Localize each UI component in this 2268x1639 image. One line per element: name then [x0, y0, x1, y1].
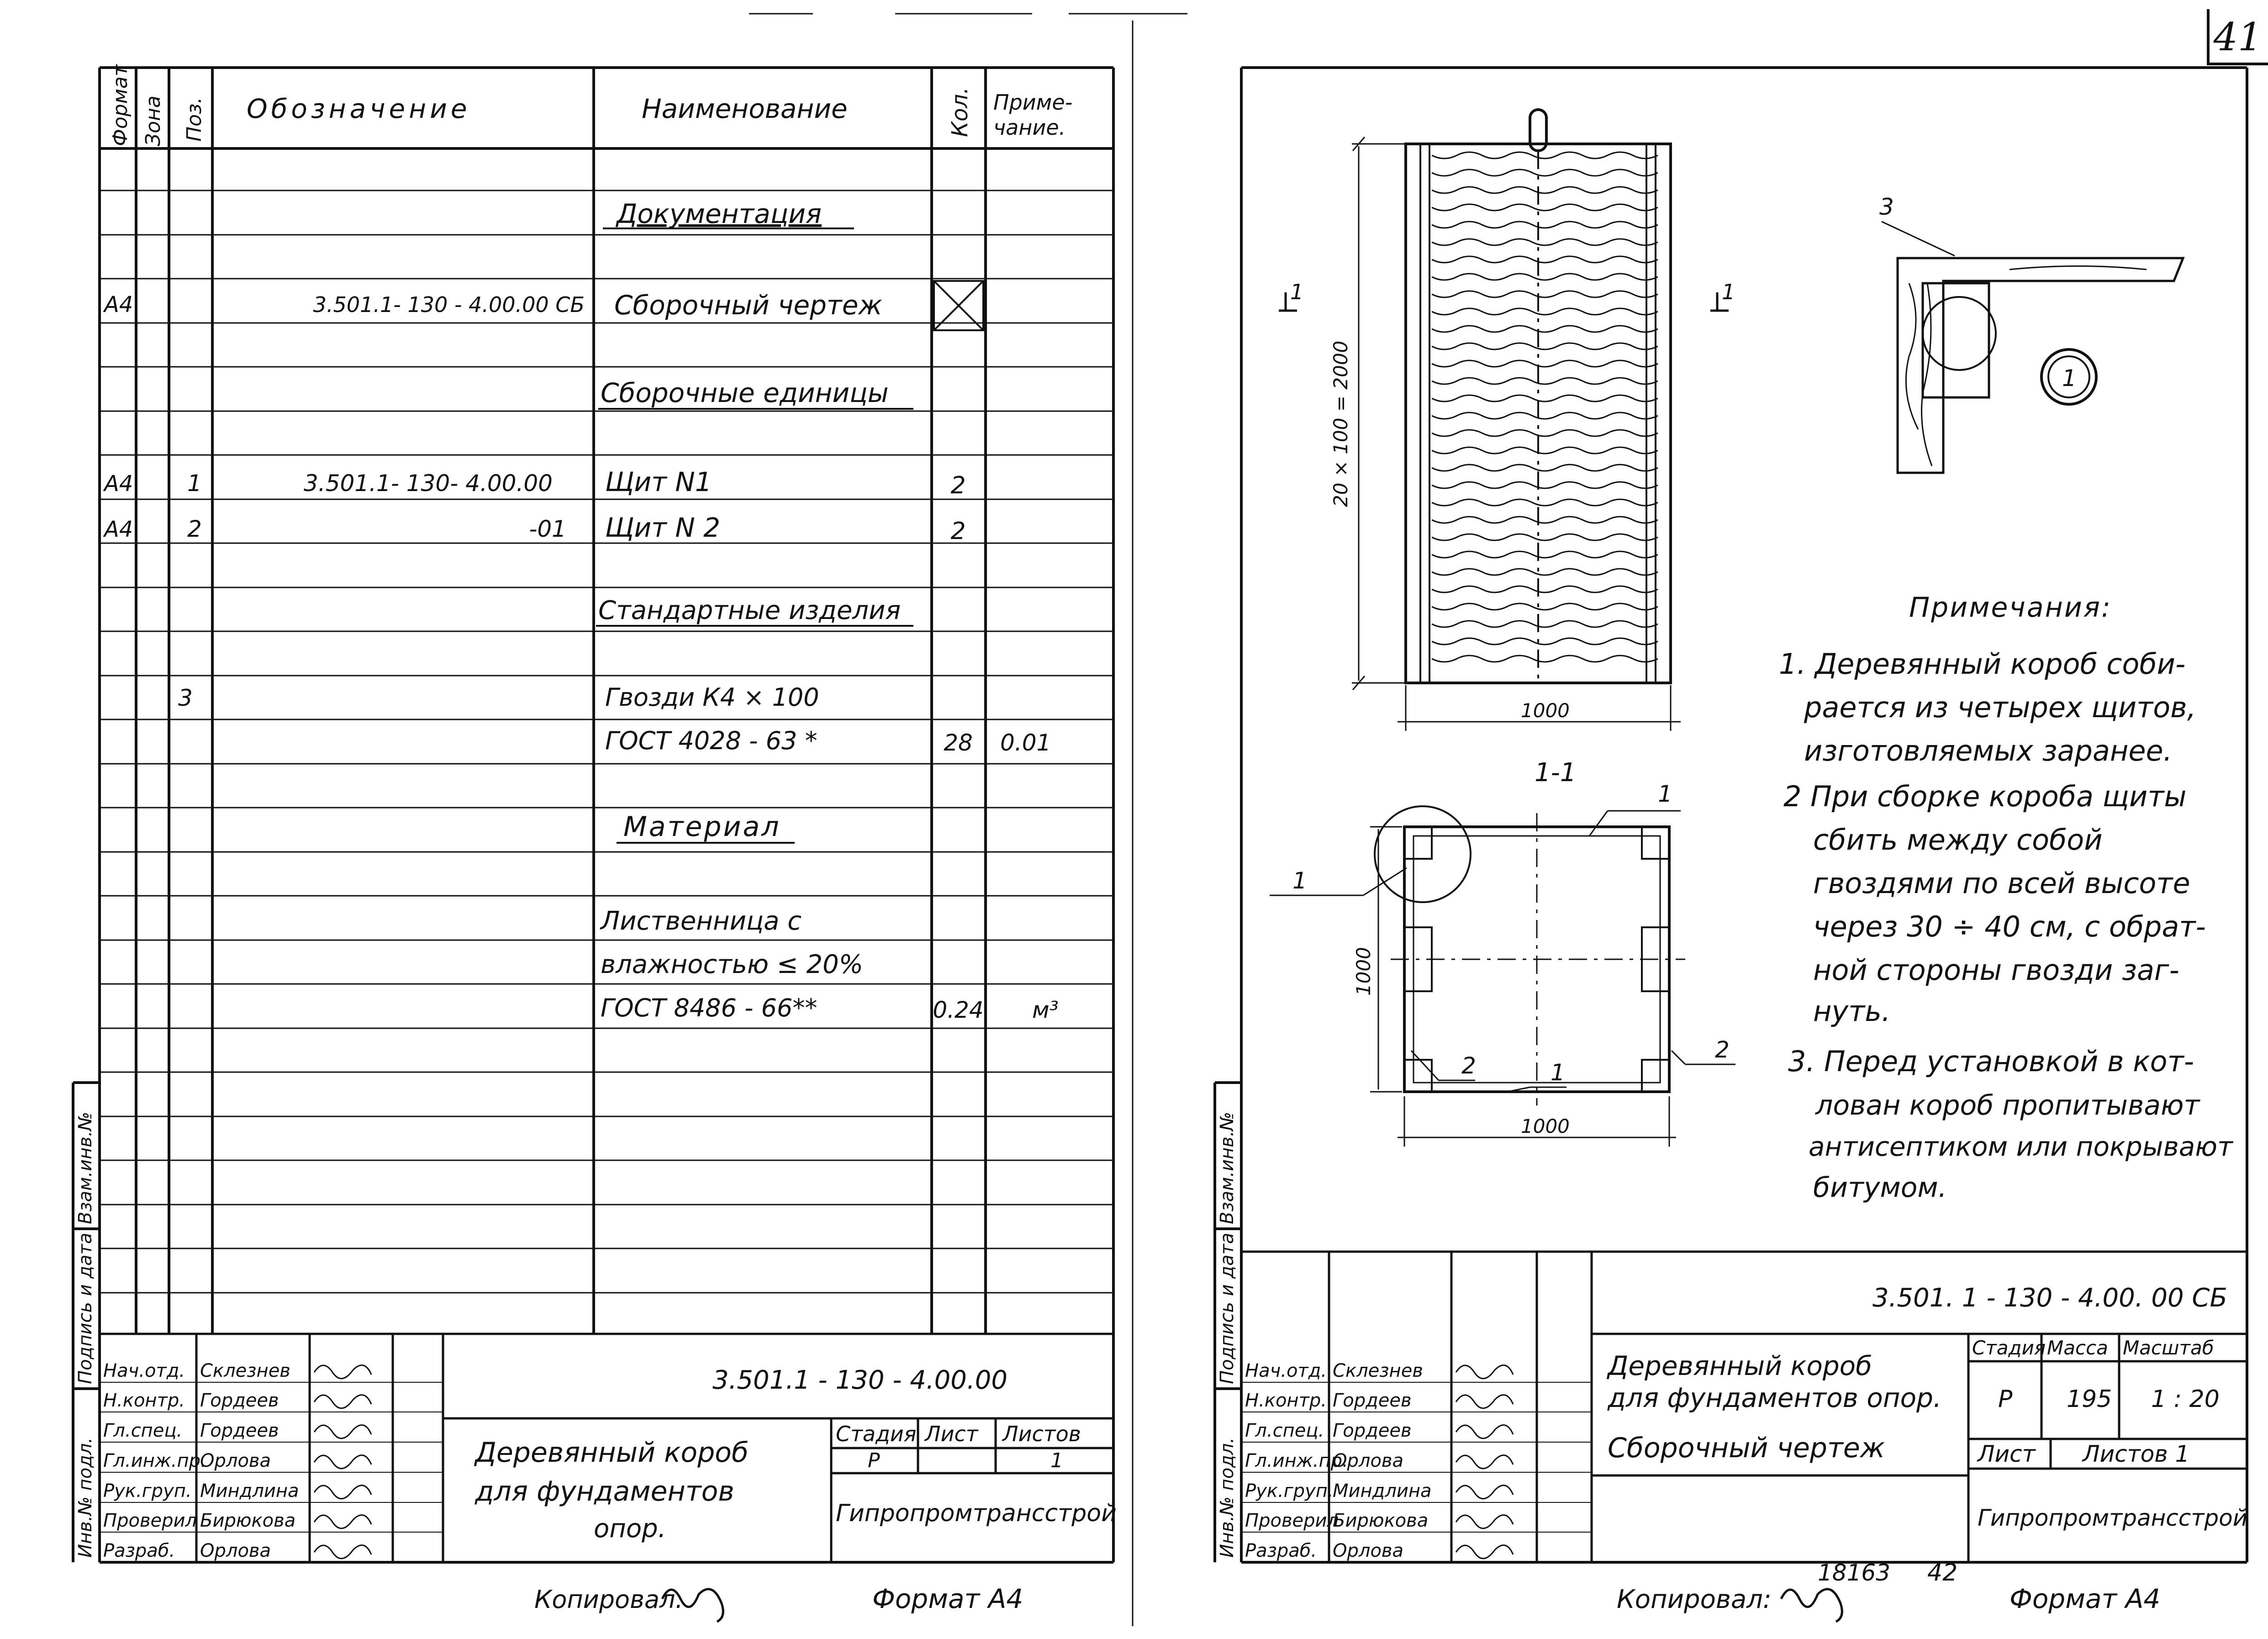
width-dimension: 1000 [1521, 699, 1570, 722]
grain-line [1432, 395, 1658, 402]
grain-line [1432, 586, 1658, 592]
left-org: Гипропромтрансстрой [836, 1500, 1117, 1527]
signature-role: Разраб. [103, 1540, 175, 1561]
note-line: антисептиком или покрывают [1809, 1131, 2233, 1162]
handwritten-signature [1456, 1425, 1513, 1438]
right-org: Гипропромтрансстрой [1978, 1505, 2248, 1531]
grain-line [1432, 274, 1658, 280]
section-assembly-units: Сборочные единицы [601, 377, 889, 408]
side-label-sign: Подпись и дата [75, 1232, 96, 1384]
note-line: 1. Деревянный короб соби- [1779, 647, 2186, 681]
height-dimension: 20 × 100 = 2000 [1329, 340, 1352, 507]
callout-panel-2: 2 [1715, 1036, 1730, 1063]
grain-line [1432, 308, 1658, 315]
grain-line [1432, 343, 1658, 349]
section-mark-right: 1 [1722, 280, 1735, 304]
grain-line [1432, 656, 1658, 662]
right-copied-label: Копировал: [1617, 1585, 1772, 1614]
left-stage-label: Стадия [836, 1422, 917, 1446]
header-qty: Кол. [947, 87, 973, 137]
grain-line [1432, 291, 1658, 297]
signature-role: Гл.спец. [1245, 1420, 1324, 1441]
signature-role: Гл.инж.пр. [1245, 1450, 1348, 1471]
row-note: м³ [1032, 997, 1059, 1023]
handwritten-signature [314, 1455, 371, 1469]
grain-line [1432, 360, 1658, 367]
right-mass-value: 195 [2067, 1385, 2112, 1413]
box-front-view [1279, 110, 1735, 731]
note-line: раетcя из четырех щитов, [1804, 691, 2196, 724]
section-documentation: Документация [617, 198, 822, 229]
section-mark-left: 1 [1290, 280, 1304, 304]
detail-reference: 1 [2062, 365, 2077, 391]
note-line: через 30 ÷ 40 см, с обрат- [1813, 910, 2206, 943]
signature-role: Нач.отд. [103, 1360, 185, 1381]
left-stage-value: Р [868, 1449, 880, 1472]
signature-role: Рук.груп. [103, 1480, 192, 1502]
row-format: А4 [104, 517, 133, 542]
right-sheets-label: Листов 1 [2083, 1441, 2190, 1467]
handwritten-signature [1456, 1395, 1513, 1408]
left-signature-table [103, 1360, 371, 1561]
signature-name: Гордеев [1333, 1390, 1412, 1411]
left-sheets-label: Листов [1002, 1422, 1081, 1446]
copier-signature [1781, 1589, 1842, 1622]
box-section-view [1270, 758, 1735, 1147]
header-name: Наименование [642, 93, 848, 124]
row-name: Сборочный чертеж [614, 290, 882, 321]
section-standard-items: Стандартные изделия [598, 596, 901, 625]
grain-line [1432, 430, 1658, 436]
handwritten-signature [1456, 1545, 1513, 1559]
right-stage-value: Р [1998, 1385, 2013, 1413]
handwritten-signature [1456, 1365, 1513, 1379]
header-note-1: Приме- [993, 90, 1073, 115]
grain-line [1432, 412, 1658, 419]
right-title-code: 3.501. 1 - 130 - 4.00. 00 СБ [1872, 1283, 2227, 1313]
grain-line [1432, 499, 1658, 506]
header-pos: Поз. [183, 97, 206, 142]
grain-line [1432, 482, 1658, 488]
signature-name: Склезнев [1333, 1360, 1423, 1381]
grain-line [1432, 256, 1658, 263]
note-line: битумом. [1813, 1172, 1947, 1204]
grain-line [1432, 447, 1658, 454]
side-labels [75, 1112, 96, 1558]
signature-role: Проверил [1245, 1510, 1339, 1531]
note-line: лован короб пропитывают [1815, 1089, 2200, 1121]
note-line: гвоздями по всей высоте [1813, 867, 2190, 900]
handwritten-signature [314, 1395, 371, 1408]
handwritten-signature [314, 1365, 371, 1379]
note-line: ной стороны гвозди заг- [1813, 953, 2179, 987]
row-note: 0.01 [1000, 730, 1051, 756]
left-sheets-value: 1 [1050, 1449, 1063, 1472]
right-title-line2: для фундаментов опор. [1608, 1382, 1942, 1413]
row-name: Щит N1 [605, 466, 712, 497]
grain-line [1432, 239, 1658, 245]
left-title-code: 3.501.1 - 130 - 4.00.00 [712, 1365, 1007, 1395]
spec-rows [103, 198, 1059, 1023]
section-material: Материал [623, 811, 781, 843]
row-name: ГОСТ 8486 - 66** [601, 994, 818, 1022]
right-mass-label: Масса [2047, 1337, 2108, 1359]
detail-position: 3 [1879, 194, 1894, 220]
note-line: изготовляемых заранее. [1804, 734, 2173, 767]
right-scale-label: Масштаб [2123, 1337, 2214, 1359]
left-sheet-label: Лист [925, 1422, 978, 1446]
right-side-labels [1217, 1112, 1238, 1558]
row-designation: -01 [529, 516, 566, 542]
grain-line [1432, 465, 1658, 471]
row-name: влажностью ≤ 20% [601, 950, 863, 979]
note-line: нуть. [1813, 994, 1891, 1028]
row-pos: 3 [178, 685, 193, 711]
row-qty: 0.24 [933, 997, 984, 1023]
left-title-line1: Деревянный короб [475, 1437, 749, 1469]
row-pos: 1 [187, 470, 202, 497]
callout-panel-1: 1 [1292, 867, 1307, 894]
handwritten-signature [1456, 1515, 1513, 1528]
right-stage-label: Стадия [1972, 1337, 2046, 1359]
handwritten-signature [314, 1515, 371, 1528]
left-copied-label: Копировал. [534, 1585, 683, 1614]
grain-line [1432, 152, 1658, 159]
row-name: Гвозди К4 × 100 [605, 683, 819, 712]
left-format-label: Формат А4 [872, 1583, 1023, 1614]
signature-name: Гордеев [200, 1420, 279, 1441]
signature-name: Орлова [200, 1450, 271, 1471]
side-label-replace: Взам.инв.№ [75, 1111, 96, 1224]
row-name: ГОСТ 4028 - 63 * [605, 726, 818, 755]
grain-line [1432, 204, 1658, 211]
row-designation: 3.501.1- 130- 4.00.00 [304, 470, 553, 497]
left-sheet [73, 64, 1117, 1622]
note-line: сбить между собой [1813, 823, 2103, 857]
signature-name: Миндлина [200, 1480, 299, 1502]
grain-line [1432, 187, 1658, 193]
header-zone: Зона [142, 95, 165, 146]
side-label-sign: Подпись и дата [1217, 1232, 1238, 1384]
signature-role: Проверил [103, 1510, 197, 1531]
side-label-replace: Взам.инв.№ [1217, 1111, 1238, 1224]
grain-line [1432, 326, 1658, 332]
left-title-line2: для фундаментов [475, 1475, 734, 1507]
row-format: А4 [104, 471, 133, 497]
signature-name: Склезнев [200, 1360, 290, 1381]
row-qty: 2 [950, 518, 966, 545]
row-name: Щит N 2 [605, 512, 721, 543]
signature-name: Орлова [1333, 1450, 1403, 1471]
row-qty: 2 [950, 472, 966, 499]
side-label-inv: Инв.№ подл. [75, 1437, 96, 1558]
grain-line [1432, 621, 1658, 627]
stamp-number: 18163 [1818, 1560, 1891, 1586]
notes [1779, 592, 2234, 1204]
right-title-line1: Деревянный короб [1608, 1350, 1872, 1381]
section-width-dimension: 1000 [1521, 1115, 1570, 1137]
header-designation: Обозначение [247, 93, 471, 124]
header-note-2: чание. [993, 115, 1066, 140]
signature-name: Миндлина [1333, 1480, 1432, 1502]
corner-detail [1879, 194, 2183, 473]
signature-role: Гл.инж.пр. [103, 1450, 206, 1471]
right-title-line3: Сборочный чертеж [1608, 1432, 1885, 1464]
right-sheet [1215, 68, 2247, 1622]
handwritten-signature [314, 1425, 371, 1438]
signature-name: Бирюкова [200, 1510, 296, 1531]
page-number-box [2208, 9, 2268, 64]
right-format-label: Формат А4 [2010, 1583, 2161, 1614]
grain-line [1432, 569, 1658, 575]
signature-role: Н.контр. [1245, 1390, 1327, 1411]
section-height-dimension: 1000 [1352, 947, 1375, 996]
grain-line [1432, 534, 1658, 540]
right-signature-table [1245, 1360, 1513, 1561]
signature-name: Орлова [200, 1540, 271, 1561]
row-qty: 28 [944, 730, 973, 756]
spec-header [109, 64, 1072, 146]
handwritten-signature [1456, 1455, 1513, 1469]
signature-name: Гордеев [200, 1390, 279, 1411]
right-scale-value: 1 : 20 [2151, 1385, 2220, 1413]
grain-line [1432, 222, 1658, 228]
handwritten-signature [314, 1545, 371, 1559]
signature-name: Бирюкова [1333, 1510, 1429, 1531]
side-label-inv: Инв.№ подл. [1217, 1437, 1238, 1558]
handwritten-signature [1456, 1486, 1513, 1499]
left-title-line3: опор. [594, 1514, 666, 1544]
signature-name: Гордеев [1333, 1420, 1412, 1441]
grain-line [1432, 517, 1658, 523]
stamp-sheet: 42 [1927, 1559, 1958, 1586]
signature-role: Гл.спец. [103, 1420, 183, 1441]
row-pos: 2 [187, 516, 202, 542]
wood-grain [1432, 152, 1658, 662]
note-line: 3. Перед установкой в кот- [1788, 1045, 2194, 1078]
signature-role: Разраб. [1245, 1540, 1317, 1561]
right-sheet-label: Лист [1978, 1441, 2036, 1467]
grain-line [1432, 378, 1658, 384]
row-name: Лиственница с [601, 906, 802, 936]
signature-role: Рук.груп. [1245, 1480, 1334, 1502]
header-format: Формат [109, 64, 132, 146]
grain-line [1432, 169, 1658, 176]
callout-panel-1: 1 [1551, 1059, 1565, 1086]
page-number: 41 [2213, 15, 2263, 59]
grain-line [1432, 638, 1658, 645]
callout-panel-2: 2 [1461, 1052, 1476, 1079]
row-designation: 3.501.1- 130 - 4.00.00 СБ [313, 292, 585, 317]
note-line: 2 При сборке короба щиты [1783, 780, 2187, 813]
grain-line [1432, 551, 1658, 558]
signature-role: Н.контр. [103, 1390, 185, 1411]
row-format: А4 [104, 292, 133, 317]
notes-title: Примечания: [1909, 592, 2112, 624]
signature-name: Орлова [1333, 1540, 1403, 1561]
grain-line [1432, 603, 1658, 610]
section-title: 1-1 [1535, 758, 1577, 788]
signature-role: Нач.отд. [1245, 1360, 1327, 1381]
callout-panel-1: 1 [1658, 781, 1672, 807]
handwritten-signature [314, 1486, 371, 1499]
